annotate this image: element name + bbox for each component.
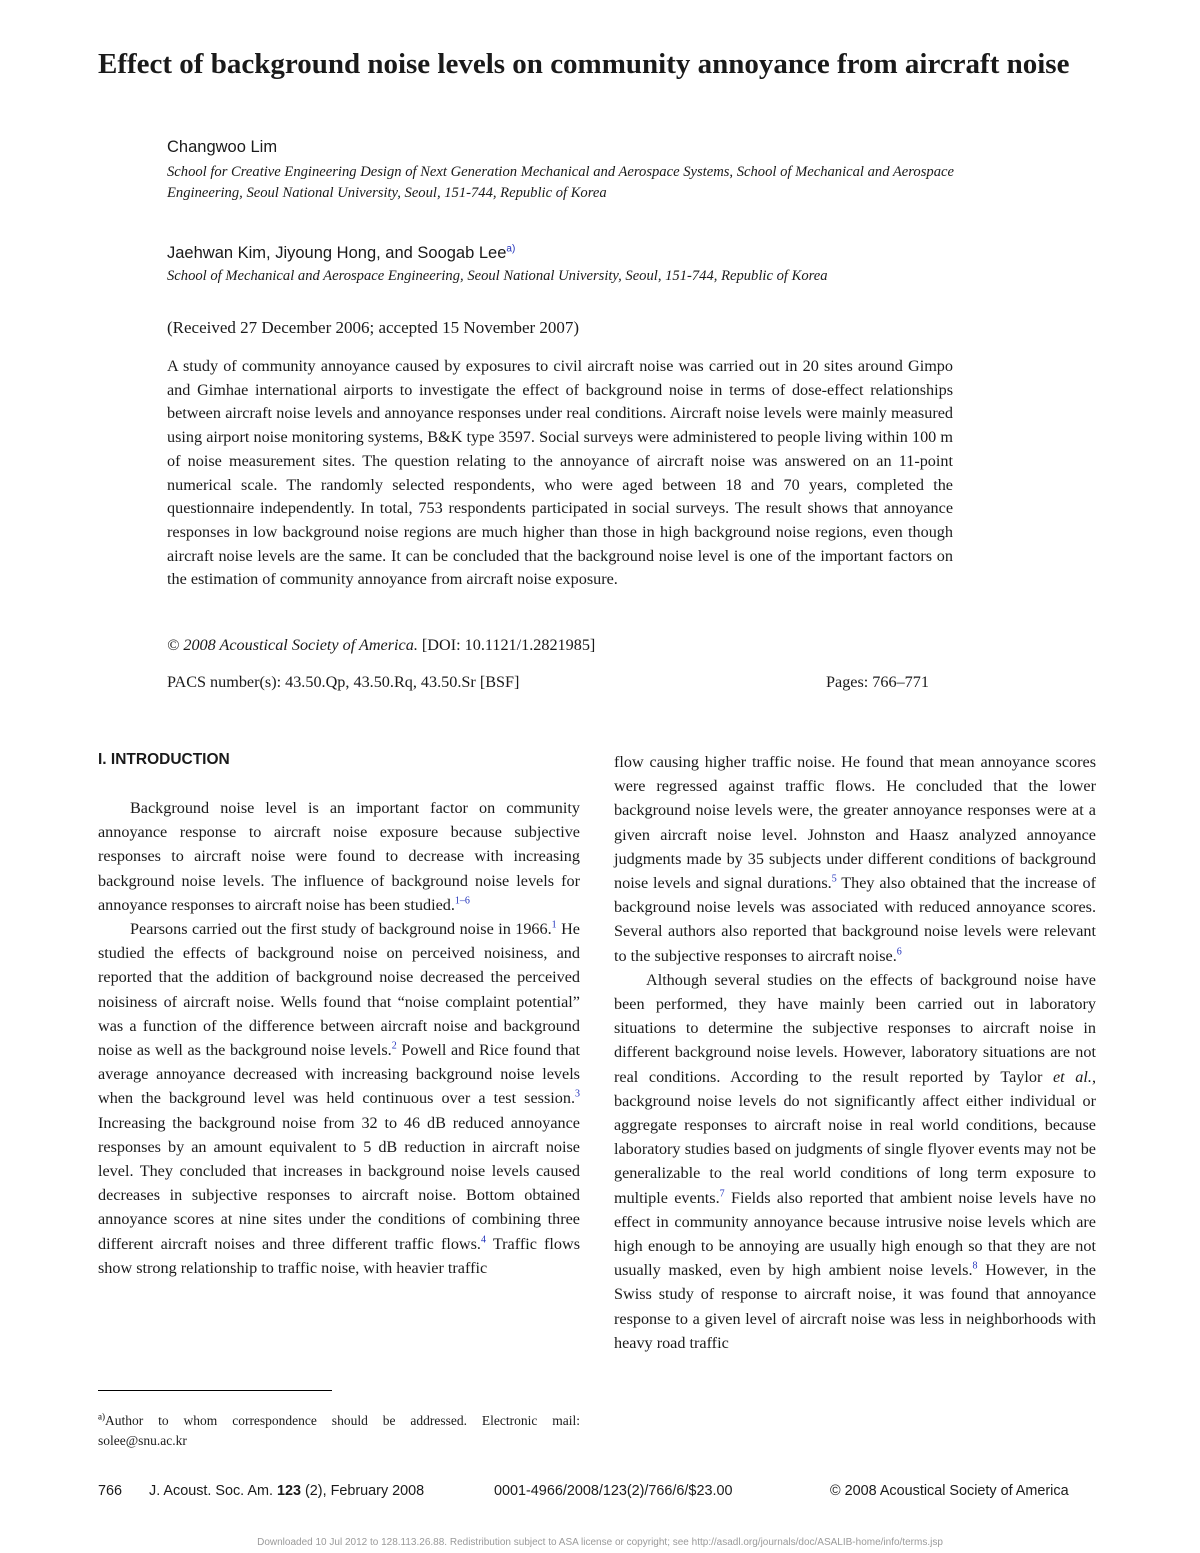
received-dates: (Received 27 December 2006; accepted 15 November 2007)	[167, 318, 580, 337]
journal-volume: 123	[276, 1483, 301, 1499]
copyright-holder: © 2008 Acoustical Society of America.	[167, 636, 418, 654]
footnote-divider	[98, 1390, 332, 1391]
intro-p2-text: Pearsons carried out the first study of background noise in 1966.	[130, 920, 552, 939]
abstract: A study of community annoyance caused by exposures to civil aircraft noise was carried out in 20 sites around Gimpo and Gimhae international airports to investigate the effect of background noise in terms of dose-effect relationships between aircraft noise levels and annoyance responses under real conditions. Aircraft noise levels were mainly measured using airport noise monitoring systems, B&K type 3597. Social surveys were administered to people living within 100 m of noise measurement sites. The question relating to the annoyance of aircraft noise was answered on an 11-point numerical scale. The randomly selected respondents, who were aged between 18 and 70 years, completed the questionnaire independently. In total, 753 respondents participated in social surveys. The result shows that annoyance responses in low background noise regions are much higher than those in high background noise regions, even though aircraft noise levels are the same. It can be concluded that the background noise level is one of the important factors on the estimation of community annoyance from aircraft noise exposure.	[167, 357, 953, 589]
page-range: Pages: 766–771	[826, 673, 929, 691]
intro-p2-text: He studied the effects of background noise on perceived noisiness, and reported that the addition of background noise decreased the perceived noisiness of aircraft noise. Wells found that “noise complaint potential” was a function of the difference between aircraft noise and background noise as well as the background noise levels.	[98, 920, 580, 1060]
section-heading-introduction: I. INTRODUCTION	[98, 751, 230, 768]
journal-citation	[149, 1483, 424, 1499]
intro-p2-text: They also obtained that the increase of background noise levels was associated with reduced annoyance scores. Several authors also reported that background noise levels were relevant to the subjective responses to aircraft noise.	[614, 874, 1096, 965]
author-2-affiliation: School of Mechanical and Aerospace Engineering, Seoul National University, Seoul, 151-744, Republic of Korea	[167, 268, 828, 284]
right-column	[614, 750, 1096, 1355]
intro-p3-text: Although several studies on the effects of background noise have been performed, they have mainly been carried out in laboratory situations to determine the subjective responses to aircraft noise in different background noise levels. However, laboratory situations are not real conditions. According to the result reported by Taylor	[614, 970, 1096, 1086]
author-2-names-text: Jaehwan Kim, Jiyoung Hong, and Soogab Lee	[167, 244, 507, 262]
intro-paragraph-2-continued	[614, 750, 1096, 968]
citation-ref[interactable]: 1	[551, 919, 557, 931]
journal-issue: (2), February 2008	[305, 1483, 425, 1499]
doi: [DOI: 10.1121/1.2821985]	[421, 636, 596, 654]
download-notice: Downloaded 10 Jul 2012 to 128.113.26.88. Redistribution subject to ASA license or copyright; see http://asadl.org/journals/doc/ASALIB-home/info/terms.jsp	[257, 1537, 943, 1548]
page-number: 766	[98, 1483, 123, 1499]
footnote	[98, 1411, 580, 1451]
citation-ref[interactable]: 4	[480, 1234, 486, 1246]
footnote-text: Author to whom correspondence should be addressed. Electronic mail: solee@snu.ac.kr	[98, 1413, 580, 1448]
intro-paragraph-1	[98, 796, 580, 917]
author-note-mark[interactable]: a)	[506, 243, 516, 255]
citation-ref[interactable]: 5	[831, 873, 837, 885]
citation-ref[interactable]: 3	[575, 1089, 580, 1101]
citation-ref[interactable]: 7	[719, 1188, 725, 1200]
intro-p2-text: Powell and Rice found that average annoyance decreased with increasing background noise levels when the background level was held continuous over a test session.	[98, 1041, 580, 1108]
citation-ref[interactable]: 2	[391, 1040, 397, 1052]
author-2-names	[167, 244, 515, 263]
abstract-copyright	[167, 636, 595, 655]
journal-name: J. Acoust. Soc. Am.	[149, 1483, 273, 1499]
intro-p3-text: However, in the Swiss study of response to aircraft noise, it was found that annoyance response to a given level of aircraft noise was less in neighborhoods with heavy road traffic	[614, 1261, 1096, 1352]
footer-copyright: © 2008 Acoustical Society of America	[830, 1483, 1069, 1499]
author-1-name: Changwoo Lim	[167, 138, 278, 156]
citation-ref[interactable]: 8	[972, 1260, 978, 1272]
footnote-mark: a)	[98, 1411, 105, 1422]
intro-p1-text: Background noise level is an important factor on community annoyance response to aircraft noise exposure because subjective responses to aircraft noise were found to decrease with increasing background noise levels. The influence of background noise levels for annoyance responses to aircraft noise has been studied.	[98, 799, 580, 914]
intro-p2-text: Increasing the background noise from 32 to 46 dB reduced annoyance responses by an amount equivalent to 5 dB reduction in aircraft noise level. They concluded that increases in background noise levels caused decreases in subjective responses to aircraft noise. Bottom obtained annoyance scores at nine sites under the conditions of combining three different aircraft noises and three different traffic flows.	[98, 1113, 580, 1253]
paper-title: Effect of background noise levels on community annoyance from aircraft noise	[98, 48, 1070, 80]
citation-ref[interactable]: 6	[896, 946, 902, 958]
left-column	[98, 796, 580, 1280]
intro-p2-text-part: flow causing higher traffic noise. He found that mean annoyance scores were regressed against traffic flows. He concluded that the lower background noise levels were, the greater annoyance responses were at a given aircraft noise level. Johnston and Haasz analyzed annoyance judgments made by 35 subjects under different conditions of background noise levels and signal durations.	[614, 753, 1096, 893]
citation-ref[interactable]: 1–6	[454, 895, 470, 907]
intro-paragraph-2	[98, 917, 580, 1280]
article-code: 0001-4966/2008/123(2)/766/6/$23.00	[494, 1483, 733, 1499]
intro-p3-text: , background noise levels do not significantly affect either individual or aggregate responses to aircraft noise in real world conditions, because laboratory studies based on judgments of single flyover events may not be generalizable to the real world conditions of long term exposure to multiple events.	[614, 1067, 1096, 1207]
et-al: et al.	[1053, 1067, 1092, 1086]
intro-p2-text-part: Traffic flows show strong relationship to traffic noise, with heavier traffic	[98, 1234, 580, 1277]
pacs-numbers: PACS number(s): 43.50.Qp, 43.50.Rq, 43.50.Sr [BSF]	[167, 673, 520, 691]
author-1-affiliation: School for Creative Engineering Design of Next Generation Mechanical and Aerospace Systems, School of Mechanical and Aerospace Engineering, Seoul National University, Seoul, 151-744, Republic of Korea	[167, 164, 954, 201]
intro-paragraph-3	[614, 968, 1096, 1355]
intro-p3-text: Fields also reported that ambient noise levels have no effect in community annoyance because intrusive noise levels which are high enough to be annoying are usually high enough so that they are not usually masked, even by high ambient noise levels.	[614, 1188, 1096, 1280]
